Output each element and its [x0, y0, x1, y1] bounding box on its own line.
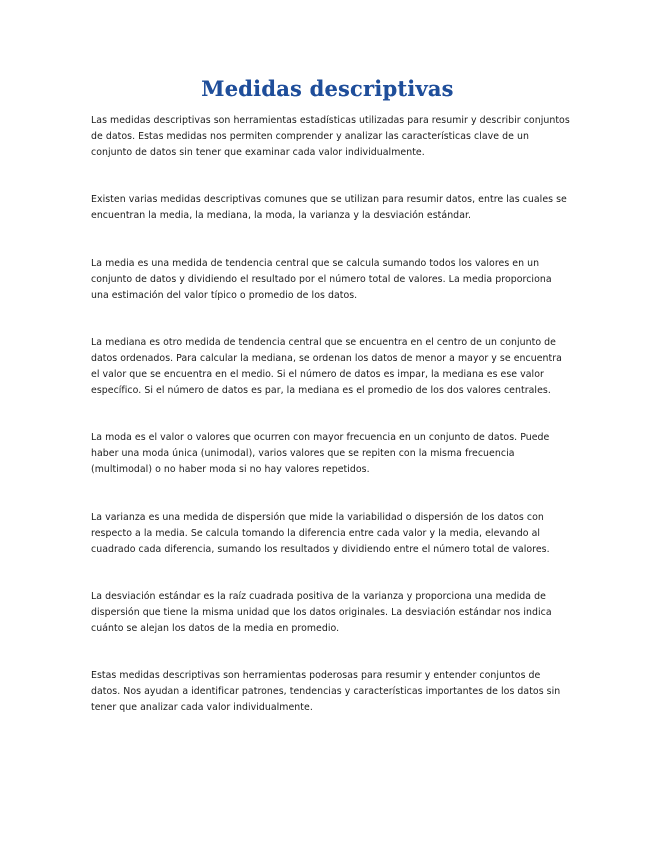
- paragraph-mediana: La mediana es otro medida de tendencia central que se encuentra en el centro de un conjunto de datos ordenados. Para calcular la mediana, se ordenan los datos de menor a mayor y se encuentra el valor que se encuentra en el medio. Si el número de datos es impar, la mediana es ese valor específico. Si el número de datos es par, la mediana es el promedio de los dos valores centrales.: [91, 337, 562, 396]
- paragraph-conclusion: Estas medidas descriptivas son herramientas poderosas para resumir y entender conjuntos de datos. Nos ayudan a identificar patrones, tendencias y características importantes de los datos sin tener que analizar cada valor individualmente.: [91, 670, 561, 713]
- paragraph-moda: La moda es el valor o valores que ocurren con mayor frecuencia en un conjunto de datos. Puede haber una moda única (unimodal), varios valores que se repiten con la misma frecuencia (multimodal) o no haber moda si no hay valores repetidos.: [91, 432, 550, 475]
- document-title: Medidas descriptivas: [201, 76, 454, 101]
- paragraph-common-measures: Existen varias medidas descriptivas comunes que se utilizan para resumir datos, entre las cuales se encuentran la media, la mediana, la moda, la varianza y la desviación estándar.: [91, 194, 567, 221]
- paragraph-desviacion-estandar: La desviación estándar es la raíz cuadrada positiva de la varianza y proporciona una medida de dispersión que tiene la misma unidad que los datos originales. La desviación estándar nos indica cuánto se alejan los datos de la media en promedio.: [91, 591, 552, 634]
- paragraph-intro: Las medidas descriptivas son herramientas estadísticas utilizadas para resumir y describir conjuntos de datos. Estas medidas nos permiten comprender y analizar las características clave de un conjunto de datos sin tener que examinar cada valor individualmente.: [91, 115, 570, 158]
- paragraph-varianza: La varianza es una medida de dispersión que mide la variabilidad o dispersión de los datos con respecto a la media. Se calcula tomando la diferencia entre cada valor y la media, elevando al cuadrado cada diferencia, sumando los resultados y dividiendo entre el número total de valores.: [91, 512, 550, 555]
- paragraph-media: La media es una medida de tendencia central que se calcula sumando todos los valores en un conjunto de datos y dividiendo el resultado por el número total de valores. La media proporciona una estimación del valor típico o promedio de los datos.: [91, 258, 552, 301]
